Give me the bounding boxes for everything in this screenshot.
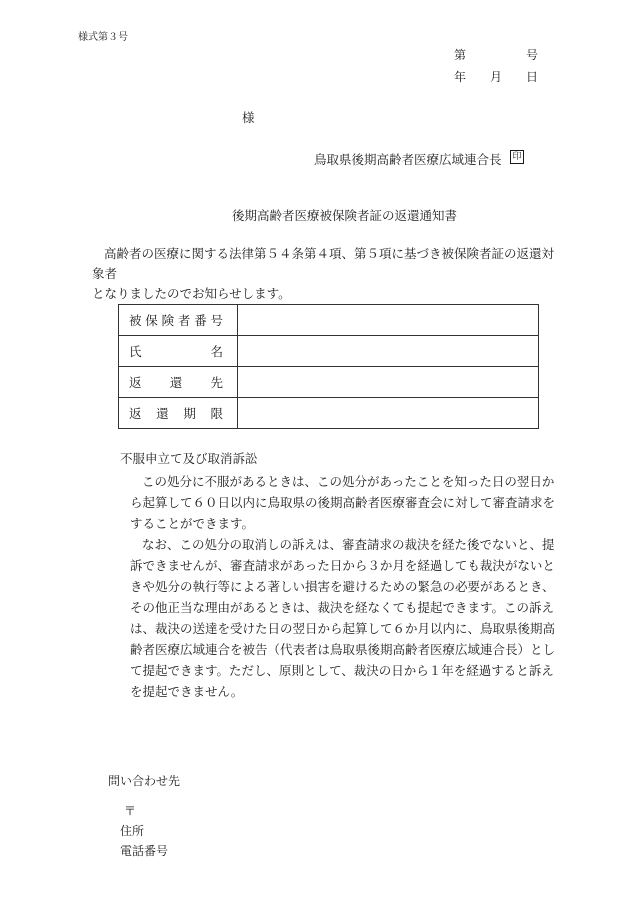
- info-label: [119, 373, 237, 391]
- info-label-char: 保: [145, 313, 158, 328]
- info-table-row: [119, 305, 539, 336]
- info-label-char: 返: [129, 406, 142, 421]
- intro-line-1: 高齢者の医療に関する法律第５４条第４項、第５項に基づき被保険者証の返還対象者: [92, 246, 555, 281]
- info-label-char: 返: [129, 375, 142, 390]
- postal-mark: 〒: [124, 804, 137, 818]
- info-label-char: 先: [210, 375, 223, 390]
- info-label: [119, 311, 237, 329]
- info-label-char: 還: [156, 406, 169, 421]
- date-year: 年: [454, 70, 467, 84]
- info-label-cell: [119, 336, 238, 367]
- info-label-cell: [119, 367, 238, 398]
- info-label-char: 名: [210, 344, 223, 359]
- info-label-char: 号: [210, 313, 223, 328]
- info-label-char: 者: [177, 313, 191, 328]
- document-number-prefix: 第: [454, 48, 467, 62]
- info-label-char: 限: [210, 406, 223, 421]
- date-month: 月: [490, 70, 503, 84]
- info-value-cell[interactable]: [238, 367, 539, 398]
- info-label-char: 還: [169, 375, 183, 390]
- info-label-cell: [119, 305, 238, 336]
- intro-line-2: となりましたのでお知らせします。: [92, 286, 291, 301]
- info-label: [119, 404, 237, 422]
- appeal-section: [120, 448, 560, 702]
- appeal-paragraph-2: なお、この処分の取消しの訴えは、審査請求の裁決を経た後でないと、提訴できませんが、審査請求があった日から３か月を経過しても裁決がないときや処分の執行等による著しい損害を避けるための緊急の必要があるとき、その他正当な理由があるときは、裁決を経なくても提起できます。この訴えは、裁決の送達を受けた日の翌日から起算して６か月以内に、鳥取県後期高齢者医療広域連合を被告（代表者は鳥取県後期高齢者医療広域連合長）として提起できます。ただし、原則として、裁決の日から１年を経過すると訴えを提起できません。: [130, 537, 556, 699]
- appeal-paragraph-1: この処分に不服があるときは、この処分があったことを知った日の翌日から起算して６０日以内に鳥取県の後期高齢者医療審査会に対して審査請求をすることができます。: [130, 474, 556, 531]
- info-label-char: 険: [161, 313, 175, 328]
- appeal-heading: 不服申立て及び取消訴訟: [120, 451, 258, 466]
- form-number: 様式第３号: [78, 32, 128, 43]
- addressee-honorific: 様: [242, 110, 255, 125]
- info-table-row: [119, 367, 539, 398]
- info-label-char: 期: [183, 406, 196, 421]
- info-label-char: 被: [129, 313, 142, 328]
- insured-info-table: [118, 304, 539, 429]
- document-title: 後期高齢者医療被保険者証の返還通知書: [232, 208, 458, 223]
- seal-mark: 印: [510, 150, 524, 164]
- info-table-row: [119, 336, 539, 367]
- intro-paragraph: [92, 244, 554, 304]
- phone-label: 電話番号: [120, 844, 169, 858]
- document-number-suffix: 号: [526, 48, 539, 62]
- info-value-cell[interactable]: [238, 398, 539, 429]
- info-label-char: 氏: [129, 344, 142, 359]
- issuer-name: 鳥取県後期高齢者医療広域連合長: [314, 152, 502, 167]
- address-label: 住所: [120, 824, 145, 838]
- info-label: [119, 342, 237, 360]
- info-value-cell[interactable]: [238, 305, 539, 336]
- info-value-cell[interactable]: [238, 336, 539, 367]
- contact-heading: 問い合わせ先: [108, 774, 181, 788]
- date-day: 日: [526, 70, 539, 84]
- info-label-char: 番: [194, 313, 207, 328]
- info-label-cell: [119, 398, 238, 429]
- info-table-row: [119, 398, 539, 429]
